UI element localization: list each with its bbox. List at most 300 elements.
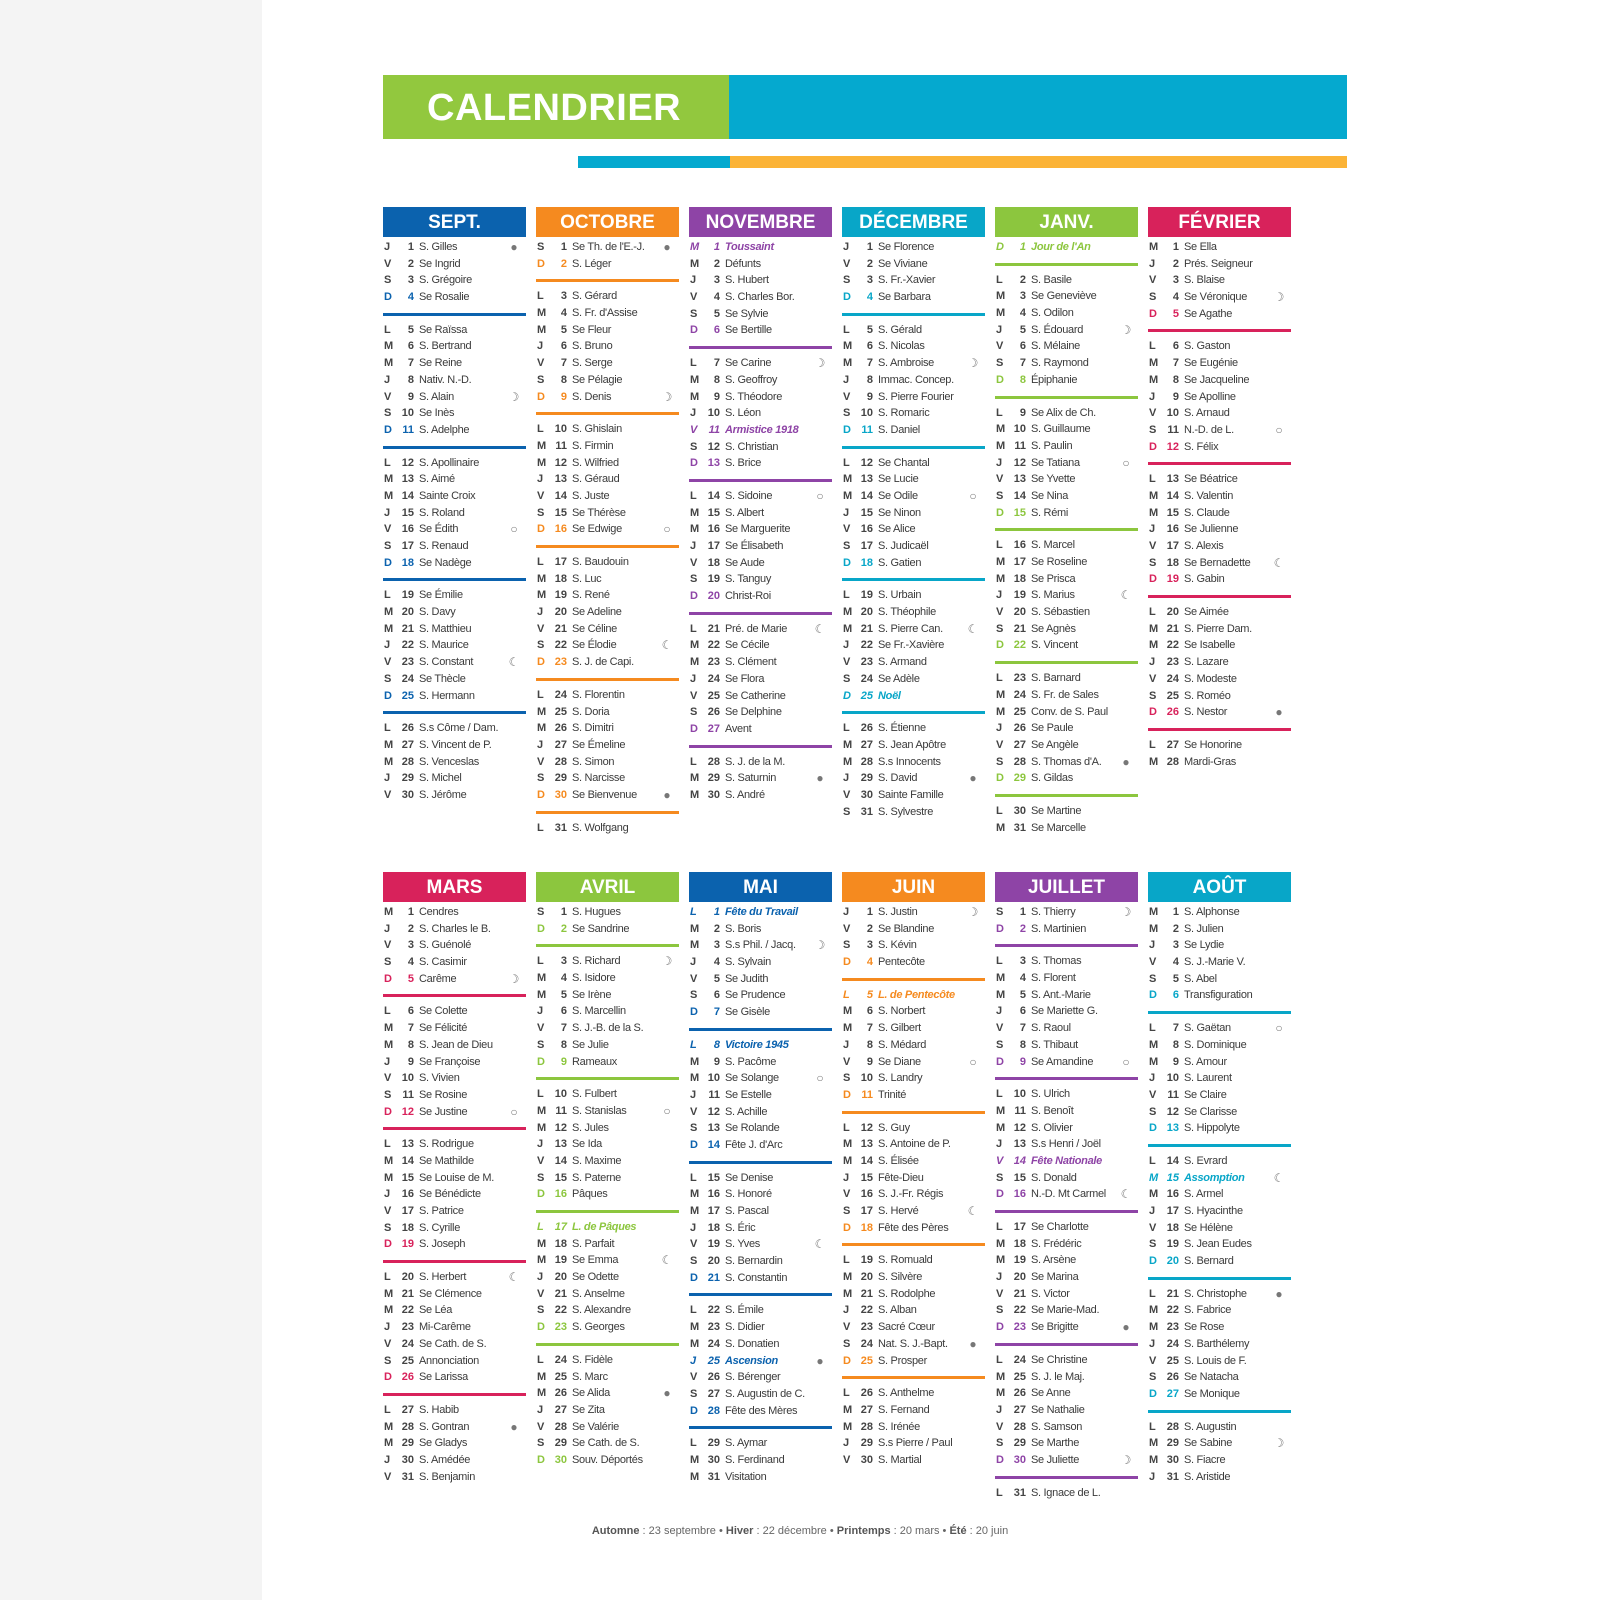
weekday-letter: D [690,324,698,337]
season-date: 23 septembre [648,1525,716,1537]
day-row [842,754,985,771]
weekday-letter: V [1149,407,1157,420]
saint-name: S. Florent [1031,972,1076,985]
saint-name: S. Mélaine [1031,340,1080,353]
day-number: 12 [707,440,720,453]
weekday-letter: S [384,407,392,420]
day-list [842,239,985,820]
saint-name: S. Abel [1184,972,1217,985]
day-row [995,355,1138,372]
day-number: 24 [707,672,720,685]
day-row [995,1170,1138,1187]
saint-name: Pâques [572,1188,608,1201]
full-moon-icon: ○ [816,488,824,503]
weekday-letter: V [384,1470,392,1483]
day-number: 22 [707,1304,720,1317]
day-row [536,239,679,256]
saint-name: S. Raoul [1031,1022,1071,1035]
day-list [995,904,1138,1501]
day-number: 15 [554,506,567,519]
weekday-letter: M [996,988,1006,1001]
day-row [842,1203,985,1220]
day-row [536,1369,679,1386]
weekday-letter: V [843,1188,851,1201]
day-row [689,1353,832,1370]
weekday-letter: M [690,257,700,270]
weekday-letter: J [996,1271,1003,1284]
saint-name: Se Mariette G. [1031,1005,1098,1018]
saint-name: Se Diane [878,1055,921,1068]
day-number: 15 [1013,1171,1026,1184]
day-number: 22 [1166,639,1179,652]
weekday-letter: J [996,1138,1003,1151]
weekday-letter: M [1149,1321,1159,1334]
saint-name: Se Flora [725,672,765,685]
day-row [689,1137,832,1154]
saint-name: S. Bruno [572,340,613,353]
day-row [1148,1186,1291,1203]
saint-name: Trinité [878,1088,907,1101]
day-number: 26 [860,1387,873,1400]
day-number: 11 [1167,1088,1179,1101]
week-separator [689,339,832,355]
weekday-letter: D [690,1006,698,1019]
weekday-letter: S [537,241,545,253]
day-row [995,488,1138,505]
day-number: 16 [860,1188,873,1201]
day-row [995,322,1138,339]
day-number: 29 [1166,1437,1179,1450]
weekday-letter: V [843,788,851,801]
saint-name: Se Chantal [878,456,930,469]
saint-name: Jour de l'An [1031,241,1091,253]
saint-name: S. Thierry [1031,906,1076,918]
weekday-letter: J [384,1321,391,1334]
weekday-letter: D [843,689,851,702]
weekday-letter: S [384,956,392,969]
weekday-letter: V [1149,1221,1157,1234]
day-row [842,637,985,654]
saint-name: Se Blandine [878,922,935,935]
day-row [1148,405,1291,422]
saint-name: S. Cyrille [419,1221,461,1234]
month-header: MAI [689,872,832,902]
day-row [689,721,832,738]
weekday-letter: V [1149,956,1157,969]
day-number: 1 [713,906,720,918]
day-row [689,904,832,921]
saint-name: S. Hubert [725,274,769,287]
month-header: JUIN [842,872,985,902]
weekday-letter: D [384,291,392,304]
day-row [995,405,1138,422]
weekday-letter: M [537,439,547,452]
day-number: 12 [707,1105,720,1118]
saint-name: S. Barnard [1031,672,1081,685]
weekday-letter: S [843,1205,851,1217]
weekday-letter: V [690,1105,698,1118]
saint-name: S. Doria [572,705,610,718]
weekday-letter: M [843,473,853,486]
day-number: 19 [401,589,414,602]
saint-name: S. Laurent [1184,1072,1232,1085]
day-number: 23 [1166,1321,1179,1334]
weekday-letter: S [690,440,698,453]
day-row [1148,1419,1291,1436]
saint-name: S. Albert [725,506,764,519]
weekday-letter: L [384,323,391,336]
day-number: 1 [407,906,414,918]
saint-name: Immac. Concep. [878,373,954,386]
saint-name: Se Judith [725,972,769,985]
day-number: 12 [1166,1105,1179,1118]
day-number: 21 [1166,622,1179,635]
saint-name: S. J.-Fr. Régis [878,1188,944,1201]
day-number: 29 [707,1437,720,1450]
day-number: 28 [707,755,720,768]
day-number: 6 [1172,340,1179,353]
day-row [995,1153,1138,1170]
day-row [383,688,526,705]
saint-name: Fête des Mères [725,1404,798,1417]
month-header: DÉCEMBRE [842,207,985,237]
day-row [689,256,832,273]
saint-name: S. René [572,589,610,602]
weekday-letter: M [996,439,1006,452]
day-row [689,538,832,555]
day-number: 10 [707,1072,720,1085]
saint-name: S. Michel [419,772,462,785]
day-number: 23 [401,1321,414,1334]
weekday-letter: S [384,1354,392,1367]
day-number: 16 [1166,523,1179,536]
weekday-letter: M [537,972,547,985]
day-row [1148,1170,1291,1187]
saint-name: S. J.-B. de la S. [572,1022,644,1035]
day-row [995,1236,1138,1253]
day-number: 21 [554,622,567,635]
day-number: 24 [860,1337,873,1350]
day-number: 14 [860,489,873,502]
saint-name: S. Irénée [878,1420,920,1433]
weekday-letter: L [537,423,544,436]
day-row [995,239,1138,256]
day-number: 2 [1019,922,1026,935]
day-number: 13 [1013,1138,1026,1151]
day-row [842,505,985,522]
saint-name: Se Reine [419,357,462,370]
day-number: 29 [554,772,567,785]
saint-name: Se Céline [572,622,617,635]
day-number: 8 [866,373,873,386]
saint-name: Victoire 1945 [725,1038,789,1051]
weekday-letter: L [843,1254,850,1267]
day-number: 20 [554,1271,567,1284]
weekday-letter: J [690,274,697,287]
day-row [689,488,832,505]
weekday-letter: M [384,738,394,751]
day-number: 19 [707,573,720,586]
day-number: 16 [707,523,720,536]
day-row [995,305,1138,322]
saint-name: Se Denise [725,1171,774,1184]
weekday-letter: S [537,1171,545,1184]
last-quarter-moon-icon: ☾ [1273,555,1285,570]
saint-name: S. Pierre Dam. [1184,622,1252,635]
weekday-letter: M [843,357,853,370]
weekday-letter: D [384,972,392,985]
day-row [1148,1203,1291,1220]
day-row [689,1220,832,1237]
saint-name: S. Pierre Can. [878,622,943,635]
weekday-letter: V [384,656,392,669]
day-number: 14 [860,1154,873,1167]
saint-name: S. Gilbert [878,1022,921,1035]
weekday-letter: V [843,922,851,935]
saint-name: Se Prisca [1031,572,1076,585]
day-row [995,1286,1138,1303]
day-number: 29 [1013,772,1026,785]
day-list [1148,904,1291,1485]
day-number: 30 [401,1453,414,1466]
weekday-letter: V [537,1420,545,1433]
weekday-letter: L [1149,1420,1156,1433]
day-number: 1 [1172,241,1179,253]
weekday-letter: D [1149,1255,1157,1268]
day-number: 21 [707,1271,720,1284]
day-row [383,521,526,538]
weekday-letter: D [996,639,1004,652]
weekday-letter: L [996,273,1003,286]
day-row [995,987,1138,1004]
month-octobre [536,207,679,836]
saint-name: Se Colette [419,1005,468,1018]
day-number: 22 [401,639,414,652]
day-number: 20 [860,1271,873,1284]
day-number: 16 [1013,539,1026,552]
day-row [536,587,679,604]
weekday-letter: V [537,1154,545,1167]
day-number: 25 [860,1354,873,1367]
saint-name: Cendres [419,906,459,918]
weekday-letter: L [384,1271,391,1284]
day-number: 16 [401,523,414,536]
day-number: 15 [1166,1171,1179,1184]
weekday-letter: V [996,738,1004,751]
weekday-letter: J [690,1221,697,1234]
day-row [995,604,1138,621]
saint-name: S. Matthieu [419,622,472,635]
day-row [536,921,679,938]
day-number: 3 [560,290,567,303]
day-number: 9 [713,1055,720,1068]
weekday-letter: S [1149,1371,1157,1384]
saint-name: S. Aymar [725,1437,768,1450]
weekday-letter: D [996,506,1004,519]
week-separator [995,1203,1138,1219]
day-number: 7 [866,357,873,370]
weekday-letter: S [690,706,698,719]
weekday-letter: D [843,1221,851,1234]
day-row [536,704,679,721]
day-number: 8 [407,1038,414,1051]
day-row [689,637,832,654]
day-number: 12 [401,456,414,469]
weekday-letter: D [996,1055,1004,1068]
day-number: 27 [554,738,567,751]
day-row [1148,521,1291,538]
saint-name: Se Yvette [1031,473,1076,486]
day-number: 15 [707,1171,720,1184]
saint-name: Se Valérie [572,1420,619,1433]
day-row [383,770,526,787]
saint-name: Se Marthe [1031,1437,1080,1450]
weekday-letter: V [843,523,851,536]
day-number: 6 [866,1005,873,1018]
day-row [383,621,526,638]
day-row [995,1136,1138,1153]
saint-name: S. Ferdinand [725,1453,785,1466]
saint-name: S. Barthélemy [1184,1337,1250,1350]
weekday-letter: M [384,1287,394,1300]
saint-name: Se Gisèle [725,1006,770,1019]
day-row [536,987,679,1004]
saint-name: Se Tatiana [1031,456,1080,469]
day-row [536,1186,679,1203]
first-quarter-moon-icon: ☽ [967,356,979,371]
saint-name: Visitation [725,1470,767,1483]
saint-name: Se Solange [725,1072,779,1085]
weekday-letter: D [690,1404,698,1417]
week-separator [383,1386,526,1402]
weekday-letter: S [690,573,698,586]
day-number: 9 [713,390,720,403]
new-moon-icon: ● [1275,705,1283,720]
day-row [1148,256,1291,273]
day-number: 6 [407,340,414,353]
weekday-letter: L [384,722,391,735]
day-row [536,820,679,837]
day-number: 5 [407,972,414,985]
weekday-letter: L [996,406,1003,419]
weekday-letter: D [537,1321,545,1334]
day-row [536,970,679,987]
saint-name: Se Th. de l'E.-J. [572,241,645,253]
weekday-letter: S [384,672,392,685]
title-banner [383,75,1347,139]
week-separator [842,1236,985,1252]
weekday-letter: M [690,788,700,801]
day-row [536,1286,679,1303]
day-row [1148,1104,1291,1121]
day-number: 17 [401,540,414,552]
saint-name: S. Yves [725,1238,760,1251]
day-row [689,937,832,954]
day-number: 2 [713,922,720,935]
first-quarter-moon-icon: ☽ [661,954,673,969]
saint-name: S. Thomas [1031,955,1082,968]
saint-name: S. Juste [572,489,610,502]
day-number: 12 [554,456,567,469]
day-row [842,1252,985,1269]
day-row [842,804,985,821]
saint-name: S. Apollinaire [419,456,480,469]
day-row [383,1037,526,1054]
day-row [383,720,526,737]
saint-name: S. J. le Maj. [1031,1370,1085,1383]
day-row [383,555,526,572]
month-aout [1148,872,1291,1485]
day-row [383,1419,526,1436]
day-number: 29 [860,772,873,785]
day-number: 9 [866,1055,873,1068]
day-row [1148,1286,1291,1303]
weekday-letter: M [843,738,853,751]
day-number: 23 [554,1321,567,1334]
weekday-letter: S [537,506,545,519]
saint-name: S. Marius [1031,589,1075,602]
saint-name: S. Saturnin [725,772,777,785]
day-row [536,1219,679,1236]
day-row [1148,921,1291,938]
day-number: 26 [554,1387,567,1400]
first-quarter-moon-icon: ☽ [1120,1452,1132,1467]
saint-name: Se Bénédicte [419,1188,481,1201]
day-row [536,355,679,372]
saint-name: S. Bernardin [725,1255,783,1268]
day-number: 12 [1166,440,1179,453]
new-moon-icon: ● [1122,1320,1130,1335]
day-row [842,422,985,439]
saint-name: Nat. S. J.-Bapt. [878,1337,948,1350]
day-number: 11 [1014,439,1026,452]
saint-name: Se Pélagie [572,373,623,386]
weekday-letter: D [384,423,392,436]
day-number: 15 [401,506,414,519]
weekday-letter: J [843,373,850,386]
weekday-letter: V [384,1072,392,1085]
day-row [383,1087,526,1104]
day-row [995,737,1138,754]
day-row [689,1386,832,1403]
day-number: 28 [860,1420,873,1433]
weekday-letter: L [1149,340,1156,353]
saint-name: S. Félix [1184,440,1219,453]
saint-name: S. Martinien [1031,922,1087,935]
weekday-letter: M [384,1038,394,1051]
weekday-letter: M [690,506,700,519]
month-novembre [689,207,832,804]
day-number: 31 [401,1470,414,1483]
weekday-letter: D [996,1453,1004,1466]
weekday-letter: M [1149,489,1159,502]
day-number: 13 [1166,473,1179,486]
day-row [689,405,832,422]
weekday-letter: L [690,755,697,768]
saint-name: Se Gladys [419,1437,468,1450]
saint-name: S. Éric [725,1221,756,1234]
new-moon-icon: ● [816,771,824,786]
day-row [383,1353,526,1370]
weekday-letter: D [843,956,851,969]
day-row [842,239,985,256]
weekday-letter: M [843,755,853,768]
day-number: 31 [707,1470,720,1483]
day-row [689,704,832,721]
saint-name: S. Anthelme [878,1387,935,1400]
day-number: 24 [1013,688,1026,701]
week-separator [1148,588,1291,604]
